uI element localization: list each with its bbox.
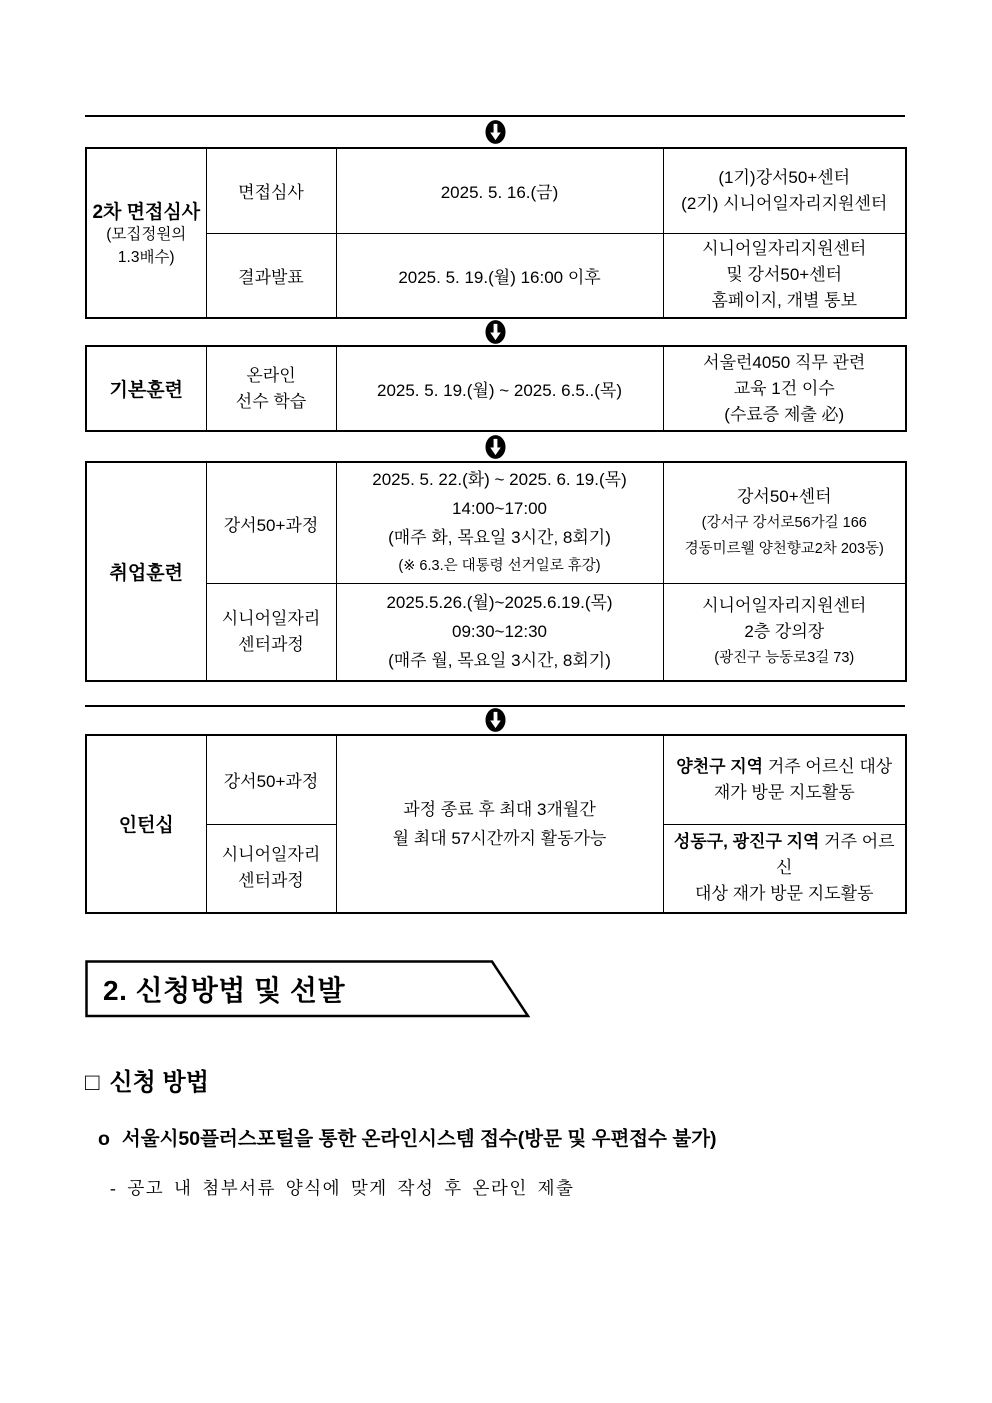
down-arrow-icon xyxy=(485,319,506,345)
cell-line: 시니어일자리지원센터 xyxy=(702,595,867,615)
cell-line: 강서50+센터 xyxy=(736,487,832,506)
date-cell: 2025. 5. 19.(월) ~ 2025. 6.5..(목) xyxy=(336,346,663,431)
cell-line: 온라인 xyxy=(246,365,296,385)
cell-line: (매주 월, 목요일 3시간, 8회기) xyxy=(388,651,611,671)
table-row xyxy=(86,148,906,233)
stage-label: 기본훈련 xyxy=(109,380,183,401)
stage-note-line: (모집정원의 xyxy=(106,226,187,244)
dash-bullet-icon: - xyxy=(110,1177,118,1198)
flow-connector-3 xyxy=(85,432,905,461)
down-arrow-icon xyxy=(485,434,506,460)
table-row xyxy=(86,584,906,681)
course-label-cell: 강서50+과정 xyxy=(206,735,336,825)
cell-line: 월 최대 57시간까지 활동가능 xyxy=(392,828,607,848)
course-label-cell xyxy=(206,584,336,681)
square-bullet-icon: □ xyxy=(85,1068,100,1096)
region-rest: 거주 어르신 대상 xyxy=(763,756,893,776)
stage-label: 인턴십 xyxy=(118,815,174,836)
place-cell xyxy=(663,462,906,584)
cell-note-line: (광진구 능동로3길 73) xyxy=(714,649,855,666)
course-label-cell: 강서50+과정 xyxy=(206,462,336,584)
table-row xyxy=(86,735,906,825)
table-row xyxy=(86,233,906,318)
stage-cell xyxy=(86,346,206,431)
cell-line: 재가 방문 지도활동 xyxy=(713,782,855,802)
date-cell xyxy=(336,462,663,584)
cell-line xyxy=(667,754,903,780)
period-cell xyxy=(336,735,663,913)
region-rest: 거주 어르신 xyxy=(776,832,895,878)
cell-line: 서울런4050 직무 관련 xyxy=(703,352,866,372)
date-cell: 2025. 5. 16.(금) xyxy=(336,148,663,233)
stage-note-line: 1.3배수) xyxy=(117,248,175,266)
place-cell xyxy=(663,148,906,233)
cell-note-line: (강서구 강서로56가길 166 xyxy=(701,515,867,531)
sub-bullet-text: 공고 내 첨부서류 양식에 맞게 작성 후 온라인 제출 xyxy=(127,1177,575,1198)
stage-label: 2차 면접심사 xyxy=(92,202,201,224)
cell-line xyxy=(667,829,903,881)
activity-cell xyxy=(663,825,906,913)
course-label-cell xyxy=(206,825,336,913)
table-row xyxy=(86,346,906,431)
cell-line: 센터과정 xyxy=(238,871,304,891)
place-cell xyxy=(663,233,906,318)
cell-note-line: (※ 6.3.은 대통령 선거일로 휴강) xyxy=(398,558,601,574)
region-bold: 성동구, 광진구 지역 xyxy=(673,832,820,852)
flow-connector-1 xyxy=(85,115,905,147)
cell-line: 대상 재가 방문 지도활동 xyxy=(695,884,874,904)
cell-line: (1기)강서50+센터 xyxy=(718,167,851,187)
stage-cell xyxy=(86,148,206,318)
cell-line: 시니어일자리지원센터 xyxy=(702,239,867,259)
place-cell xyxy=(663,346,906,431)
step-label-cell: 면접심사 xyxy=(206,148,336,233)
cell-line: 선수 학습 xyxy=(235,391,307,411)
bullet-item xyxy=(85,1123,905,1151)
document-page xyxy=(85,0,905,1200)
down-arrow-icon xyxy=(485,707,506,733)
internship-table xyxy=(85,734,907,914)
subsection-heading xyxy=(85,1062,905,1097)
job-training-table xyxy=(85,461,907,682)
step-label-cell xyxy=(206,346,336,431)
cell-line: 과정 종료 후 최대 3개월간 xyxy=(403,799,596,819)
region-bold: 양천구 지역 xyxy=(676,756,764,776)
cell-line: (매주 화, 목요일 3시간, 8회기) xyxy=(388,528,611,547)
date-cell xyxy=(336,584,663,681)
place-cell xyxy=(663,584,906,681)
cell-line: (수료증 제출 必) xyxy=(724,404,845,424)
stage-cell xyxy=(86,735,206,913)
table-row xyxy=(86,462,906,584)
cell-line: 2025. 5. 22.(화) ~ 2025. 6. 19.(목) xyxy=(372,470,627,489)
cell-line: 센터과정 xyxy=(238,634,304,654)
o-bullet-icon: o xyxy=(98,1127,110,1150)
cell-line: 2층 강의장 xyxy=(744,621,825,641)
flow-connector-4 xyxy=(85,705,905,734)
date-cell: 2025. 5. 19.(월) 16:00 이후 xyxy=(336,233,663,318)
sub-bullet-item xyxy=(85,1175,905,1200)
basic-training-table xyxy=(85,345,907,432)
cell-line: 2025.5.26.(월)~2025.6.19.(목) xyxy=(386,593,613,613)
subsection-heading-text: 신청 방법 xyxy=(109,1068,209,1096)
stage-cell xyxy=(86,462,206,681)
step-label-cell: 결과발표 xyxy=(206,233,336,318)
cell-line: 시니어일자리 xyxy=(221,608,321,628)
activity-cell xyxy=(663,735,906,825)
cell-line: 시니어일자리 xyxy=(221,845,321,865)
cell-line: (2기) 시니어일자리지원센터 xyxy=(681,193,888,213)
cell-line: 09:30~12:30 xyxy=(451,622,547,642)
down-arrow-icon xyxy=(485,119,506,145)
section-banner xyxy=(85,960,535,1018)
stage-label: 취업훈련 xyxy=(109,562,183,584)
flow-connector-2 xyxy=(85,319,905,345)
cell-line: 교육 1건 이수 xyxy=(733,378,835,398)
cell-line: 홈페이지, 개별 통보 xyxy=(711,291,858,311)
section-title: 2. 신청방법 및 선발 xyxy=(103,974,346,1006)
bullet-text: 서울시50플러스포털을 통한 온라인시스템 접수(방문 및 우편접수 불가) xyxy=(121,1127,717,1150)
cell-note-line: 경동미르웰 양천향교2차 203동) xyxy=(684,541,884,557)
cell-line: 14:00~17:00 xyxy=(451,499,547,518)
cell-line: 및 강서50+센터 xyxy=(726,265,843,285)
interview-stage-table xyxy=(85,147,907,319)
